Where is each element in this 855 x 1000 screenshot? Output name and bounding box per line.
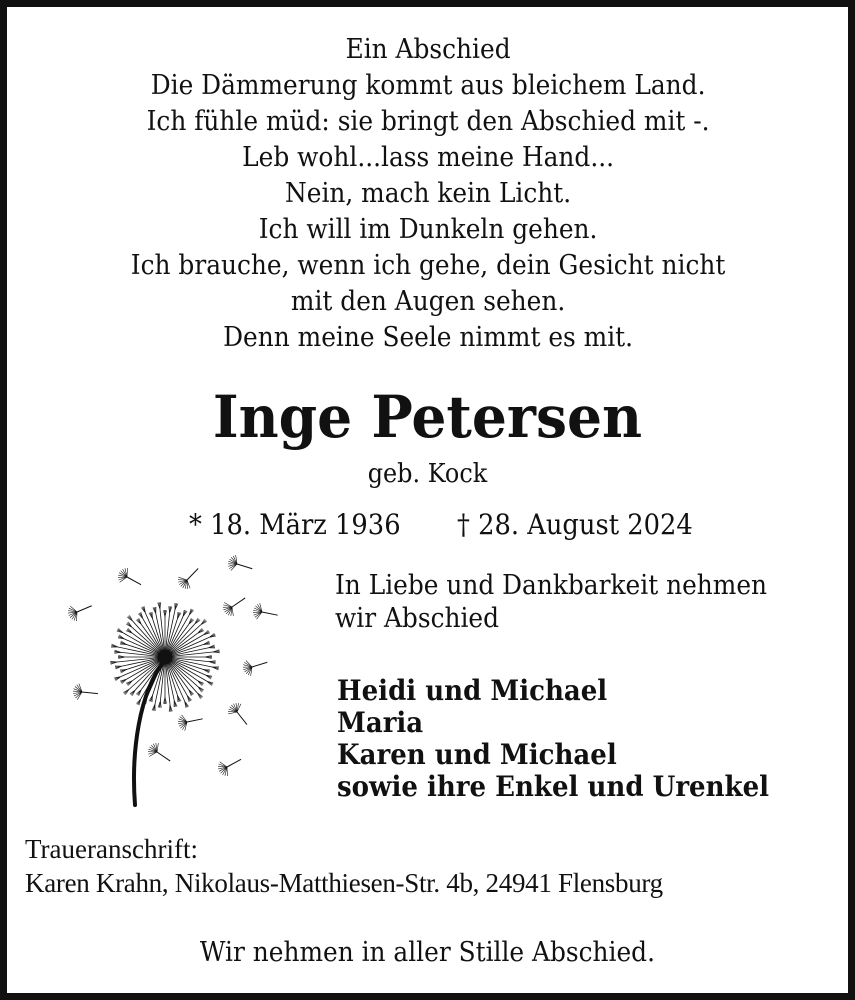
poem-line: Ein Abschied [345,34,511,65]
farewell-line: In Liebe und Dankbarkeit nehmen [335,570,768,601]
farewell-text [335,569,767,635]
mourning-address: Karen Krahn, Nikolaus-Matthiesen-Str. 4b, 24941 Flensburg [25,868,663,898]
mourner-entry: sowie ihre Enkel und Urenkel [337,770,770,803]
maiden-name: geb. Kock [367,459,488,489]
mourner-entry: Karen und Michael [337,738,617,771]
mourner-entry: Heidi und Michael [337,674,608,707]
closing-line: Wir nehmen in aller Stille Abschied. [199,937,655,968]
deceased-name: Inge Petersen [212,383,643,451]
poem-line: Nein, mach kein Licht. [285,178,572,209]
death-date: † 28. August 2024 [457,508,693,541]
dandelion-icon [57,552,287,807]
address-label: Traueranschrift: [25,834,198,864]
poem-line: Ich fühle müd: sie bringt den Abschied mit -. [146,106,710,137]
mourners-list [337,675,769,803]
farewell-line: wir Abschied [335,603,500,634]
poem-line: Leb wohl...lass meine Hand... [242,142,615,173]
mourner-entry: Maria [337,706,424,739]
poem-line: Die Dämmerung kommt aus bleichem Land. [150,70,706,101]
poem [41,32,815,356]
poem-line: Denn meine Seele nimmt es mit. [223,322,634,353]
poem-line: mit den Augen sehen. [290,286,566,317]
birth-date: * 18. März 1936 [189,508,401,541]
poem-line: Ich brauche, wenn ich gehe, dein Gesicht nicht [130,250,726,281]
poem-line: Ich will im Dunkeln gehen. [258,214,598,245]
